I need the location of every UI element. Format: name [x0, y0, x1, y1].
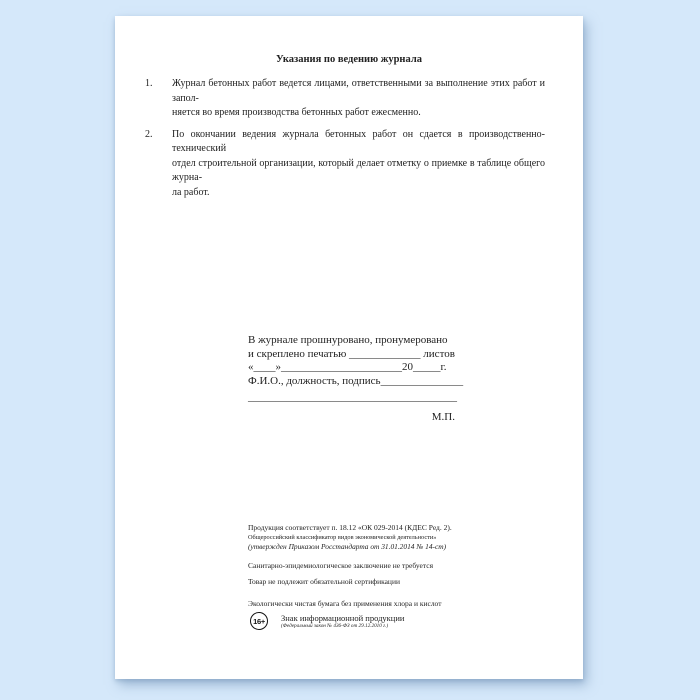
rosstandart-order-note: (утвержден Приказом Росстандарта от 31.01.2014 № 14-ст) [248, 542, 447, 551]
instructions-list [145, 77, 545, 207]
item-text [172, 77, 545, 121]
binding-line-signature: Ф.И.О., должность, подпись_______________ [248, 374, 464, 387]
product-compliance-line: Продукция соответствует п. 18.12 «ОК 029-2014 (КДЕС Ред. 2). [248, 523, 452, 532]
info-product-sign-row [248, 612, 488, 630]
binding-line: и скреплено печатью _____________ листов [248, 347, 455, 360]
certification-line: Товар не подлежит обязательной сертификации [248, 577, 400, 586]
text-line: няется во время производства бетонных работ ежесменно. [172, 107, 421, 118]
item-text [172, 128, 545, 201]
item-number: 1. [145, 78, 153, 89]
instruction-item [145, 77, 545, 121]
sanitary-conclusion-line: Санитарно-эпидемиологическое заключение не требуется [248, 560, 434, 570]
text-line: отдел строительной организации, который делает отметку о приемке в таблице общего журна- [172, 157, 545, 183]
age-16-badge-icon: 16+ [250, 612, 268, 630]
document-page [115, 16, 583, 679]
eco-paper-line: Экологически чистая бумага без применения хлора и кислот [248, 598, 442, 608]
binding-record-block [248, 334, 464, 424]
stamp-place-label: М.П. [431, 410, 455, 423]
page-title: Указания по ведению журнала [276, 54, 422, 65]
text-line: По окончании ведения журнала бетонных работ он сдается в производственно-технический [172, 128, 545, 154]
signature-underline: ______________________________________ [248, 391, 457, 403]
instruction-item [145, 128, 545, 201]
federal-law-note: (Федеральный закон № 436-ФЗ от 29.12.2010 г.) [281, 623, 389, 629]
info-product-sign-text [281, 612, 404, 630]
binding-line: В журнале прошнуровано, пронумеровано [248, 334, 448, 346]
binding-line-date: «____»______________________20_____г. [248, 361, 447, 373]
text-line: Журнал бетонных работ ведется лицами, ответственными за выполнение этих работ и запол- [172, 78, 545, 104]
okved-classifier-line: Общероссийский классификатор видов экономической деятельности» [248, 533, 437, 541]
publication-info-block [248, 523, 488, 630]
info-product-sign-label: Знак информационной продукции [281, 613, 405, 623]
item-number: 2. [145, 128, 153, 140]
text-line: ла работ. [172, 186, 210, 198]
